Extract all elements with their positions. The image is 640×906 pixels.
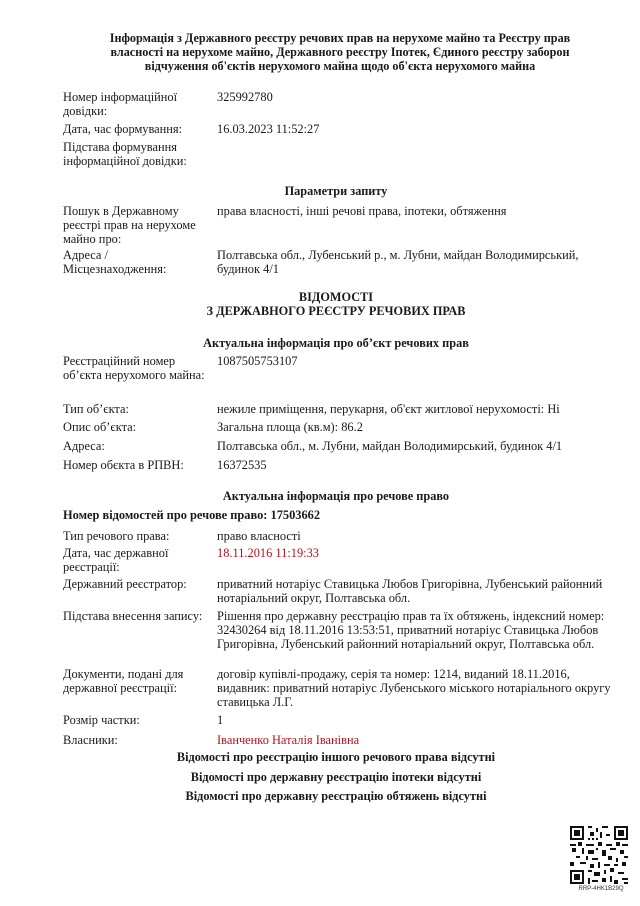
info-number-label: Номер інформаційної довідки:: [63, 90, 178, 119]
title-line-2: власності на нерухоме майно, Державного реєстру Іпотек, Єдиного реєстру заборон: [110, 45, 570, 59]
right-section-title: Актуальна інформація про речове право: [222, 489, 450, 503]
right-registrar-label: Державний реєстратор:: [63, 577, 187, 591]
right-date-label: Дата, час державної реєстрації:: [63, 546, 169, 575]
registry-title-line-2: З ДЕРЖАВНОГО РЕЄСТРУ РЕЧОВИХ ПРАВ: [206, 304, 466, 318]
object-section-title: Актуальна інформація про об’єкт речових прав: [203, 336, 469, 350]
object-address-value: Полтавська обл., м. Лубни, майдан Володимирський, будинок 4/1: [217, 439, 563, 453]
right-basis-value: Рішення про державну реєстрацію прав та їх обтяжень, індексний номер: 32430264 від 18.11.2016 13:53:51, приватний нотаріус Ставицька Любов Григорівна, Лубенський районний нотаріальний округ, Полтавська обл.: [217, 609, 605, 652]
title-line-3: відчуження об'єктів нерухомого майна щодо об'єкта нерухомого майна: [144, 59, 536, 73]
title-line-1: Інформація з Державного реєстру речових прав на нерухоме майно та Реєстру прав: [109, 31, 571, 45]
right-docs-value: договір купівлі-продажу, серія та номер: 1214, виданий 18.11.2016, видавник: приватний нотаріус Лубенського міського нотаріального округу ставицька Л.Г.: [217, 667, 611, 710]
object-rpvn-value: 16372535: [217, 458, 267, 472]
info-date-value: 16.03.2023 11:52:27: [217, 122, 320, 136]
info-number-value: 325992780: [217, 90, 273, 104]
right-docs-label: Документи, подані для державної реєстрації:: [63, 667, 184, 696]
right-owners-label: Власники:: [63, 733, 118, 747]
right-number-line: Номер відомостей про речове право: 17503662: [63, 508, 321, 522]
right-date-value: 18.11.2016 11:19:33: [217, 546, 319, 560]
notice-mortgage: Відомості про державну реєстрацію іпотеки відсутні: [190, 770, 482, 784]
qr-code-text: RRP-4HK1B29Q: [578, 886, 624, 892]
object-address-label: Адреса:: [63, 439, 105, 453]
right-registrar-value: приватний нотаріус Ставицька Любов Григорівна, Лубенський районний нотаріальний округ, Полтавська обл.: [217, 577, 603, 606]
query-address-label: Адреса / Місцезнаходження:: [63, 248, 167, 277]
object-rpvn-label: Номер обєкта в РПВН:: [63, 458, 184, 472]
object-desc-label: Опис об’єкта:: [63, 420, 137, 434]
right-type-label: Тип речового права:: [63, 529, 170, 543]
registry-title: [0, 290, 640, 318]
document-title: [70, 31, 610, 73]
info-basis-label: Підстава формування інформаційної довідки:: [63, 140, 187, 169]
query-title: Параметри запиту: [284, 184, 388, 198]
right-owners-value: Іванченко Наталія Іванівна: [217, 733, 360, 747]
object-type-value: нежиле приміщення, перукарня, об'єкт житлової нерухомості: Ні: [217, 402, 560, 416]
query-search-value: права власності, інші речові права, іпотеки, обтяження: [217, 204, 507, 218]
qr-code-icon: [570, 826, 628, 884]
right-basis-label: Підстава внесення запису:: [63, 609, 203, 623]
right-share-label: Розмір частки:: [63, 713, 140, 727]
info-date-label: Дата, час формування:: [63, 122, 183, 136]
right-type-value: право власності: [217, 529, 301, 543]
object-desc-value: Загальна площа (кв.м): 86.2: [217, 420, 363, 434]
notice-other-right: Відомості про реєстрацію іншого речового права відсутні: [176, 750, 496, 764]
object-regnum-value: 1087505753107: [217, 354, 298, 368]
query-search-label: Пошук в Державному реєстрі прав на нерухоме майно про:: [63, 204, 196, 247]
notice-encumbrance: Відомості про державну реєстрацію обтяжень відсутні: [185, 789, 487, 803]
right-share-value: 1: [217, 713, 224, 727]
registry-title-line-1: ВІДОМОСТІ: [298, 290, 374, 304]
object-type-label: Тип об’єкта:: [63, 402, 129, 416]
query-address-value: Полтавська обл., Лубенський р., м. Лубни, майдан Володимирський, будинок 4/1: [217, 248, 579, 277]
object-regnum-label: Реєстраційний номер об’єкта нерухомого майна:: [63, 354, 205, 383]
